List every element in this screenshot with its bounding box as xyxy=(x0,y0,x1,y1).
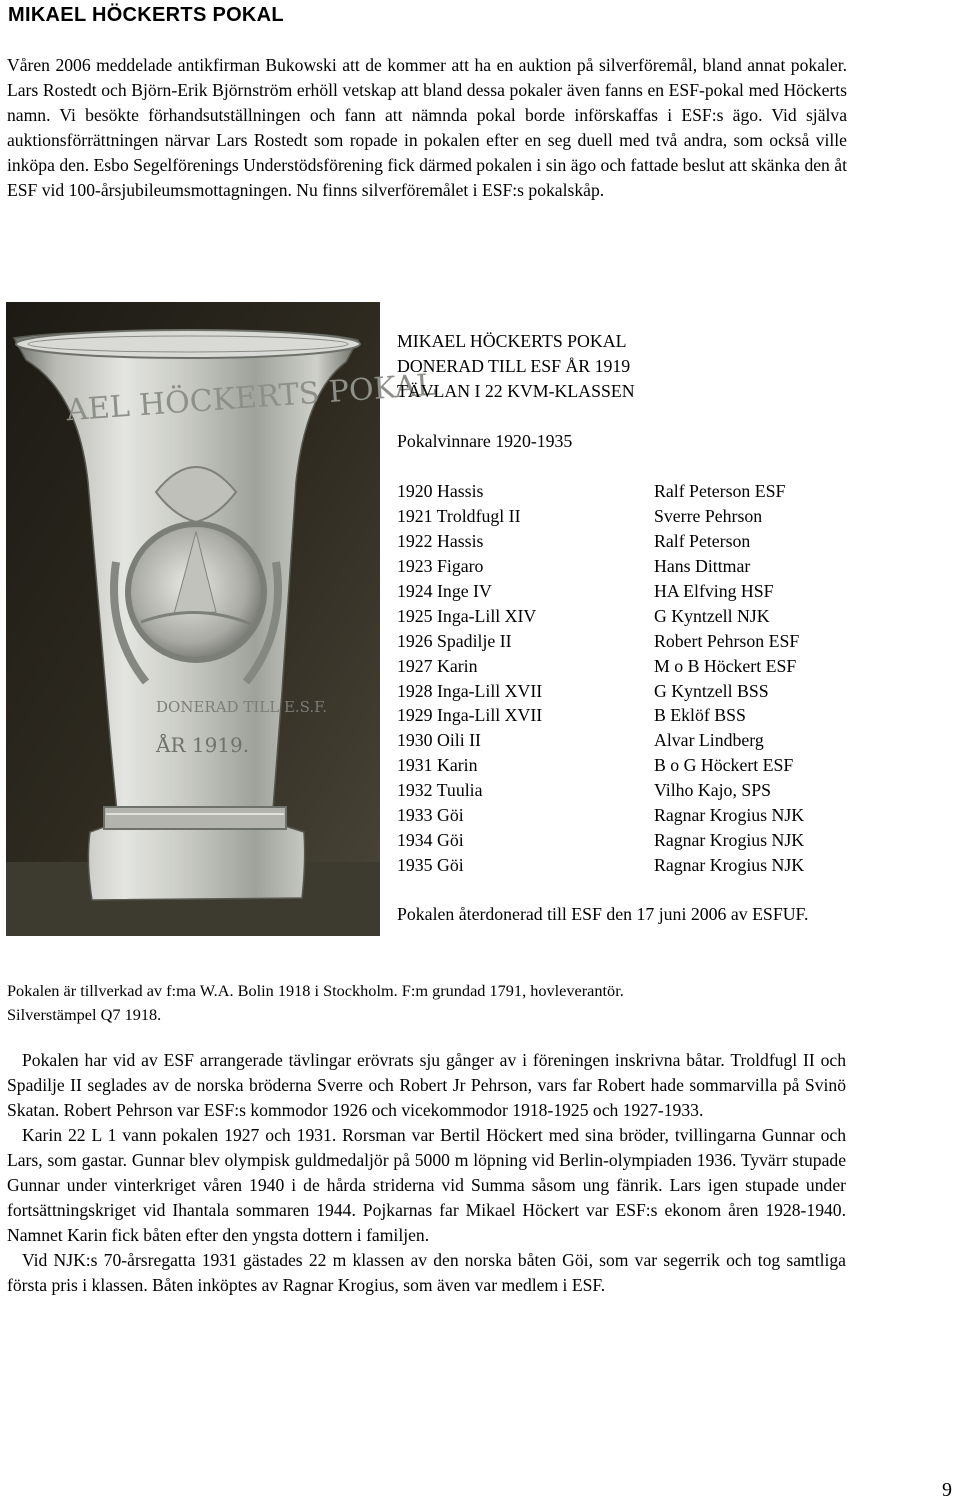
heading-line: TÄVLAN I 22 KVM-KLASSEN xyxy=(397,380,635,401)
winner-name: Ragnar Krogius NJK xyxy=(654,830,805,851)
winner-row xyxy=(397,828,847,853)
winner-row xyxy=(397,703,847,728)
winner-name: Hans Dittmar xyxy=(654,555,751,576)
heading-line: DONERAD TILL ESF ÅR 1919 xyxy=(397,355,631,376)
winner-boat: 1927 Karin xyxy=(397,655,478,676)
winner-row xyxy=(397,604,847,629)
page-number: 9 xyxy=(942,1479,952,1501)
winner-row xyxy=(397,479,847,504)
winner-name: Ragnar Krogius NJK xyxy=(654,855,805,876)
winner-boat: 1933 Göi xyxy=(397,805,464,826)
winner-boat: 1926 Spadilje II xyxy=(397,630,512,651)
winner-boat: 1921 Troldfugl II xyxy=(397,505,521,526)
winner-boat: 1929 Inga-Lill XVII xyxy=(397,705,543,726)
body-paragraph: Karin 22 L 1 vann pokalen 1927 och 1931. Rorsman var Bertil Höckert med sina bröder, tvillingarna Gunnar och Lars, som gastar. Gunnar blev olympisk guldmedaljör på 5000 m löpning vid Berlin-olympiaden 1936. Tyvärr stupade Gunnar under vinterkriget våren 1940 i de hårda striderna vid Summa såsom ung fänrik. Lars igen stupade under fortsättningskriget vid Ihantala sommaren 1944. Pojkarnas far Mikael Höckert var ESF:s ekonom åren 1928-1940. Namnet Karin fick båten efter den yngsta dottern i familjen. xyxy=(7,1124,846,1245)
winner-row xyxy=(397,728,847,753)
winner-name: Ragnar Krogius NJK xyxy=(654,805,805,826)
winner-row xyxy=(397,753,847,778)
winner-name: B Eklöf BSS xyxy=(654,705,746,726)
winner-row xyxy=(397,504,847,529)
winner-row xyxy=(397,529,847,554)
winner-name: Robert Pehrson ESF xyxy=(654,630,800,651)
winner-row xyxy=(397,778,847,803)
winner-name: M o B Höckert ESF xyxy=(654,655,797,676)
winner-name: B o G Höckert ESF xyxy=(654,755,794,776)
winner-name: Vilho Kajo, SPS xyxy=(654,780,772,801)
winner-row xyxy=(397,654,847,679)
body-paragraph: Pokalen har vid av ESF arrangerade tävlingar erövrats sju gånger av i föreningen inskrivna båtar. Troldfugl II och Spadilje II seglades av de norska bröderna Sverre och Robert Jr Pehrson, vars far Robert hade sommarvilla på Svinö Skatan. Robert Pehrson var ESF:s kommodor 1926 och vicekommodor 1918-1925 och 1927-1933. xyxy=(7,1050,846,1120)
winner-boat: 1932 Tuulia xyxy=(397,780,483,801)
winner-boat: 1935 Göi xyxy=(397,855,464,876)
winner-row xyxy=(397,853,847,878)
winner-boat: 1925 Inga-Lill XIV xyxy=(397,605,537,626)
maker-line: Silverstämpel Q7 1918. xyxy=(7,1005,162,1024)
winner-boat: 1922 Hassis xyxy=(397,530,484,551)
page-title: MIKAEL HÖCKERTS POKAL xyxy=(8,4,284,26)
maker-note xyxy=(7,979,867,1027)
winners-table xyxy=(397,479,847,878)
winner-row xyxy=(397,679,847,704)
winner-name: Alvar Lindberg xyxy=(654,730,764,751)
redonation-note: Pokalen återdonerad till ESF den 17 juni 2006 av ESFUF. xyxy=(397,904,809,924)
winner-boat: 1930 Oili II xyxy=(397,730,481,751)
winner-boat: 1931 Karin xyxy=(397,755,478,776)
winner-name: HA Elfving HSF xyxy=(654,580,774,601)
winner-row xyxy=(397,554,847,579)
maker-line: Pokalen är tillverkad av f:ma W.A. Bolin 1918 i Stockholm. F:m grundad 1791, hovleverantör. xyxy=(7,981,624,1000)
engraving-year: ÅR 1919. xyxy=(156,733,250,757)
heading-line: MIKAEL HÖCKERTS POKAL xyxy=(397,331,627,351)
body-text xyxy=(7,1048,846,1298)
engraving-bottom: DONERAD TILL E.S.F. xyxy=(156,698,328,716)
trophy-info xyxy=(397,329,837,924)
winner-boat: 1934 Göi xyxy=(397,830,464,851)
body-paragraph: Vid NJK:s 70-årsregatta 1931 gästades 22 m klassen av den norska båten Göi, som var segerrik och tog samtliga första pris i klassen. Båten inköptes av Ragnar Krogius, som även var medlem i ESF. xyxy=(7,1249,846,1295)
winner-boat: 1928 Inga-Lill XVII xyxy=(397,680,543,701)
engraving-top: AEL HÖCKERTS POKAL xyxy=(65,367,438,429)
trophy-heading xyxy=(397,329,837,404)
winner-row xyxy=(397,629,847,654)
winner-boat: 1924 Inge IV xyxy=(397,580,492,601)
winner-name: Ralf Peterson ESF xyxy=(654,481,786,501)
winner-name: Sverre Pehrson xyxy=(654,505,763,526)
winner-row xyxy=(397,579,847,604)
winner-boat: 1920 Hassis xyxy=(397,481,484,501)
winners-subheading: Pokalvinnare 1920-1935 xyxy=(397,430,573,451)
winner-name: Ralf Peterson xyxy=(654,530,751,551)
winner-boat: 1923 Figaro xyxy=(397,555,484,576)
winner-name: G Kyntzell NJK xyxy=(654,605,770,626)
intro-paragraph: Våren 2006 meddelade antikfirman Bukowski att de kommer att ha en auktion på silverföremål, bland annat pokaler. Lars Rostedt och Björn-Erik Björnström erhöll vetskap att bland dessa pokaler även fanns en ESF-pokal med Höckerts namn. Vi besökte förhandsutställningen och fann att nämnda pokal borde införskaffas i ESF:s ägo. Vid själva auktionsförrättningen närvar Lars Rostedt som ropade in pokalen efter en seg duell med två andra, som också ville inköpa den. Esbo Segelförenings Understödsförening fick därmed pokalen i sin ägo och fattade beslut att skänka den åt ESF vid 100-årsjubileumsmottagningen. Nu finns silverföremålet i ESF:s pokalskåp. xyxy=(7,55,847,200)
winner-row xyxy=(397,803,847,828)
winner-name: G Kyntzell BSS xyxy=(654,680,769,701)
